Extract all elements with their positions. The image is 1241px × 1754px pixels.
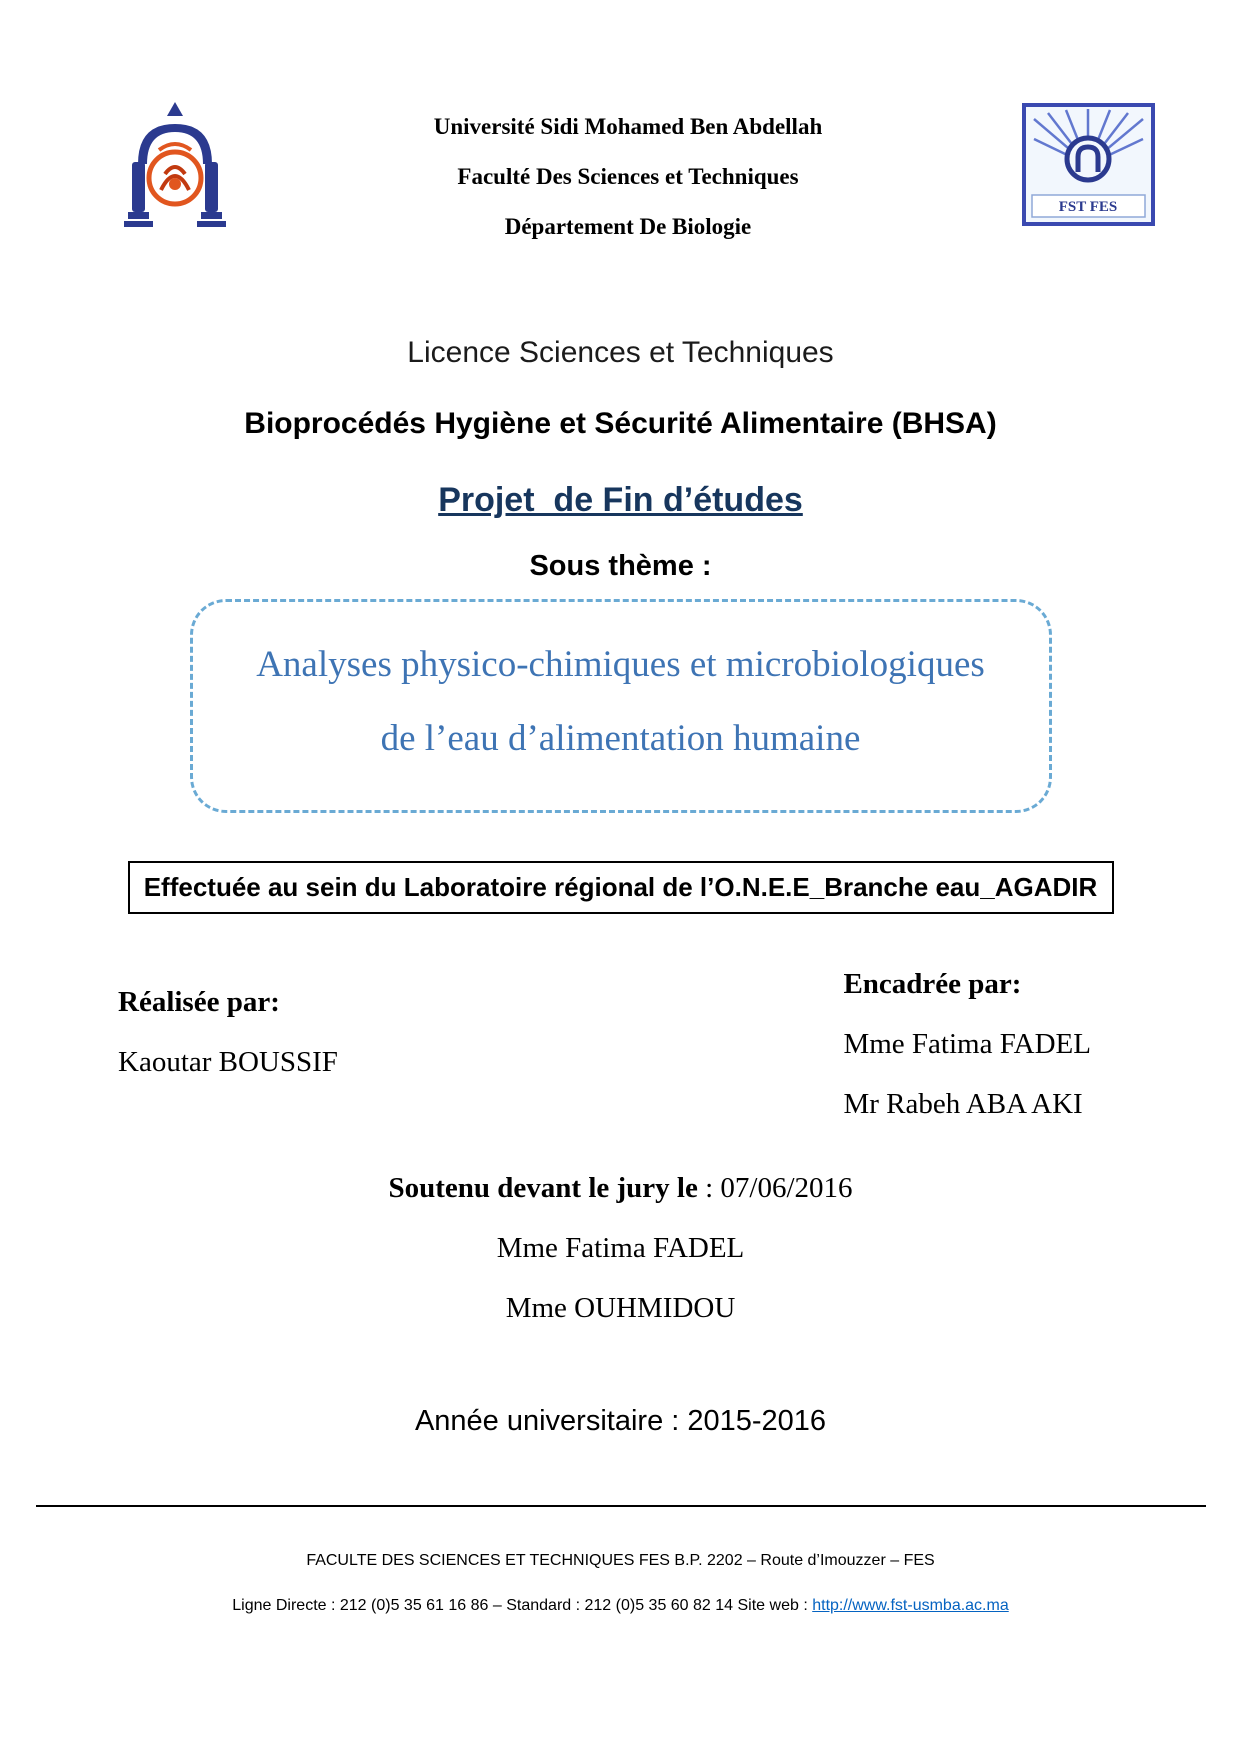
program-name: Licence Sciences et Techniques [407,336,834,369]
footer-contact-text: Ligne Directe : 212 (0)5 35 61 16 86 – Standard : 212 (0)5 35 60 82 14 Site web : [232,1597,813,1614]
university-emblem-icon [116,100,234,232]
realized-by-column [118,986,338,1148]
document-header [0,100,1241,264]
fst-fes-logo-icon [1022,103,1155,226]
university-logo [116,100,234,232]
thesis-title-line2: de l’eau d’alimentation humaine [380,718,861,759]
document-type-title: Projet de Fin d’études [438,481,803,519]
jury-member: Mme OUHMIDOU [505,1292,736,1324]
footer-divider [36,1505,1206,1507]
realized-by-label: Réalisée par: [118,986,280,1018]
jury-date-label: Soutenu devant le jury le [388,1172,698,1204]
thesis-title-box [190,599,1052,813]
laboratory-box [128,861,1114,914]
laboratory-text: Effectuée au sein du Laboratoire régional de l’O.N.E.E_Branche eau_AGADIR [143,872,1098,902]
university-name: Université Sidi Mohamed Ben Abdellah [433,114,823,139]
institution-block [234,114,1022,264]
faculty-name: Faculté Des Sciences et Techniques [457,164,799,189]
author-name: Kaoutar BOUSSIF [118,1046,338,1078]
footer-contact [0,1597,1241,1615]
subtitle-label: Sous thème : [529,550,712,582]
website-link[interactable]: http://www.fst-usmba.ac.ma [812,1597,1009,1614]
fst-fes-logo-text: FST FES [1058,199,1118,215]
fst-fes-logo [1022,103,1155,226]
specialty-name: Bioprocédés Hygiène et Sécurité Alimentaire (BHSA) [244,407,997,440]
supervisor-name: Mr Rabeh ABA AKI [843,1088,1083,1120]
academic-year: Année universitaire : 2015-2016 [414,1405,827,1437]
department-name: Département De Biologie [504,214,752,239]
jury-date-line [0,1172,1241,1205]
supervised-by-column [843,968,1091,1148]
jury-date-value: : 07/06/2016 [697,1172,853,1204]
footer-address: FACULTE DES SCIENCES ET TECHNIQUES FES B.P. 2202 – Route d’Imouzzer – FES [306,1552,935,1569]
people-section [0,914,1241,1148]
jury-member: Mme Fatima FADEL [496,1232,745,1264]
thesis-title-line1: Analyses physico-chimiques et microbiologiques [256,644,985,685]
supervised-by-label: Encadrée par: [843,968,1022,1000]
supervisor-name: Mme Fatima FADEL [843,1028,1091,1060]
page-footer [0,1552,1241,1615]
